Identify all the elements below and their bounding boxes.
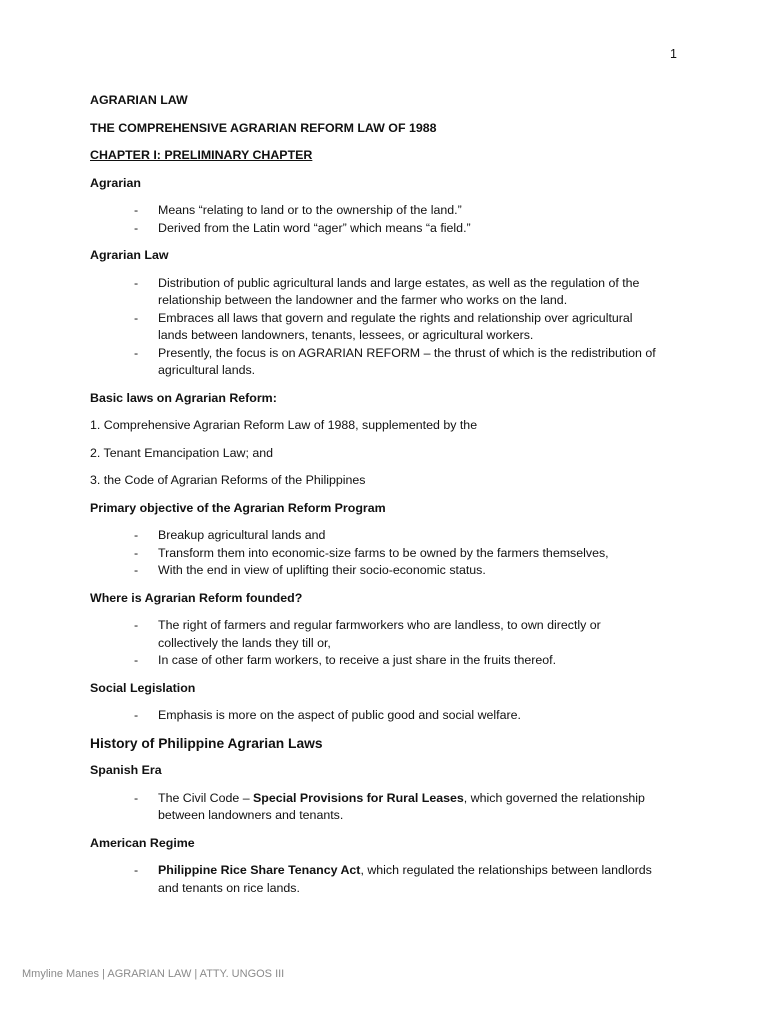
bullet-text: With the end in view of uplifting their socio-economic status. bbox=[158, 563, 486, 577]
bullet-text-line: relationship between the landowner and the farmer who works on the land. bbox=[158, 293, 568, 307]
section-heading-basic-laws: Basic laws on Agrarian Reform: bbox=[90, 390, 277, 405]
bullet-text-line: lands between landowners, tenants, lessees, or agricultural workers. bbox=[158, 328, 534, 342]
section-heading-history: History of Philippine Agrarian Laws bbox=[90, 735, 323, 751]
bullet-text-line: Embraces all laws that govern and regulate the rights and relationship over agricultural bbox=[158, 310, 633, 325]
list-item bbox=[90, 220, 680, 238]
list-item bbox=[90, 617, 680, 652]
chapter-heading: CHAPTER I: PRELIMINARY CHAPTER bbox=[90, 148, 313, 162]
list-item bbox=[90, 202, 680, 220]
dash-marker: - bbox=[134, 863, 139, 877]
document-title: AGRARIAN LAW bbox=[90, 93, 188, 107]
bullet-text-line: between landowners and tenants. bbox=[158, 808, 344, 822]
section-heading-american-regime: American Regime bbox=[90, 835, 195, 850]
bullet-text: Transform them into economic-size farms to be owned by the farmers themselves, bbox=[158, 545, 609, 560]
bullet-text-line: collectively the lands they till or, bbox=[158, 635, 331, 650]
dash-marker: - bbox=[134, 345, 139, 360]
section-heading-agrarian-law: Agrarian Law bbox=[90, 248, 169, 262]
agrarian-bullet-list bbox=[90, 202, 680, 237]
dash-marker: - bbox=[134, 653, 139, 667]
american-regime-bullet-list bbox=[90, 862, 680, 897]
social-legislation-bullet-list bbox=[90, 707, 680, 725]
section-heading-agrarian: Agrarian bbox=[90, 175, 141, 190]
bullet-text-line: and tenants on rice lands. bbox=[158, 880, 300, 895]
bullet-text-line: agricultural lands. bbox=[158, 363, 256, 377]
bullet-text-line: Presently, the focus is on AGRARIAN REFORM – the thrust of which is the redistribution of bbox=[158, 345, 656, 360]
list-item bbox=[90, 562, 680, 580]
bullet-text: Derived from the Latin word “ager” which means “a field.” bbox=[158, 220, 471, 235]
dash-marker: - bbox=[134, 220, 139, 235]
list-item bbox=[90, 862, 680, 897]
agrarian-law-bullet-list bbox=[90, 275, 680, 380]
numbered-item: 2. Tenant Emancipation Law; and bbox=[90, 445, 274, 460]
section-heading-founded: Where is Agrarian Reform founded? bbox=[90, 590, 303, 605]
section-heading-primary-objective: Primary objective of the Agrarian Reform Program bbox=[90, 500, 386, 515]
numbered-item: 1. Comprehensive Agrarian Reform Law of 1988, supplemented by the bbox=[90, 418, 478, 432]
dash-marker: - bbox=[134, 708, 139, 722]
bullet-text: Means “relating to land or to the ownership of the land.” bbox=[158, 203, 462, 217]
section-heading-spanish-era: Spanish Era bbox=[90, 763, 162, 777]
list-item bbox=[90, 652, 680, 670]
bullet-text-line: Distribution of public agricultural lands and large estates, as well as the regulation of the bbox=[158, 275, 640, 290]
founded-bullet-list bbox=[90, 617, 680, 670]
bullet-text-line: The right of farmers and regular farmworkers who are landless, to own directly or bbox=[158, 618, 601, 632]
section-heading-social-legislation: Social Legislation bbox=[90, 680, 196, 695]
list-item bbox=[90, 545, 680, 563]
dash-marker: - bbox=[134, 618, 139, 632]
numbered-item: 3. the Code of Agrarian Reforms of the Philippines bbox=[90, 473, 366, 487]
bullet-text: Breakup agricultural lands and bbox=[158, 528, 326, 542]
dash-marker: - bbox=[134, 528, 139, 542]
bullet-text-bold: Philippine Rice Share Tenancy Act bbox=[158, 863, 361, 877]
list-item bbox=[90, 707, 680, 725]
spanish-era-bullet-list bbox=[90, 790, 680, 825]
page-number: 1 bbox=[670, 47, 677, 61]
dash-marker: - bbox=[134, 545, 139, 560]
dash-marker: - bbox=[134, 203, 139, 217]
bullet-text-bold: Special Provisions for Rural Leases bbox=[253, 790, 464, 805]
dash-marker: - bbox=[134, 275, 139, 290]
list-item bbox=[90, 345, 680, 380]
list-item bbox=[90, 310, 680, 345]
list-item bbox=[90, 527, 680, 545]
bullet-text: Emphasis is more on the aspect of public good and social welfare. bbox=[158, 708, 521, 722]
primary-objective-bullet-list bbox=[90, 527, 680, 580]
document-body bbox=[90, 92, 680, 897]
bullet-text-suffix: , which governed the relationship bbox=[463, 790, 645, 805]
dash-marker: - bbox=[134, 563, 139, 577]
page-footer: Mmyline Manes | AGRARIAN LAW | ATTY. UNGOS III bbox=[22, 968, 285, 980]
list-item bbox=[90, 790, 680, 825]
bullet-text-prefix: The Civil Code – bbox=[158, 790, 254, 805]
bullet-text-suffix: , which regulated the relationships between landlords bbox=[360, 863, 652, 877]
dash-marker: - bbox=[134, 790, 139, 805]
dash-marker: - bbox=[134, 310, 139, 325]
list-item bbox=[90, 275, 680, 310]
document-subtitle: THE COMPREHENSIVE AGRARIAN REFORM LAW OF 1988 bbox=[90, 120, 437, 135]
bullet-text-line: In case of other farm workers, to receive a just share in the fruits thereof. bbox=[158, 653, 557, 667]
